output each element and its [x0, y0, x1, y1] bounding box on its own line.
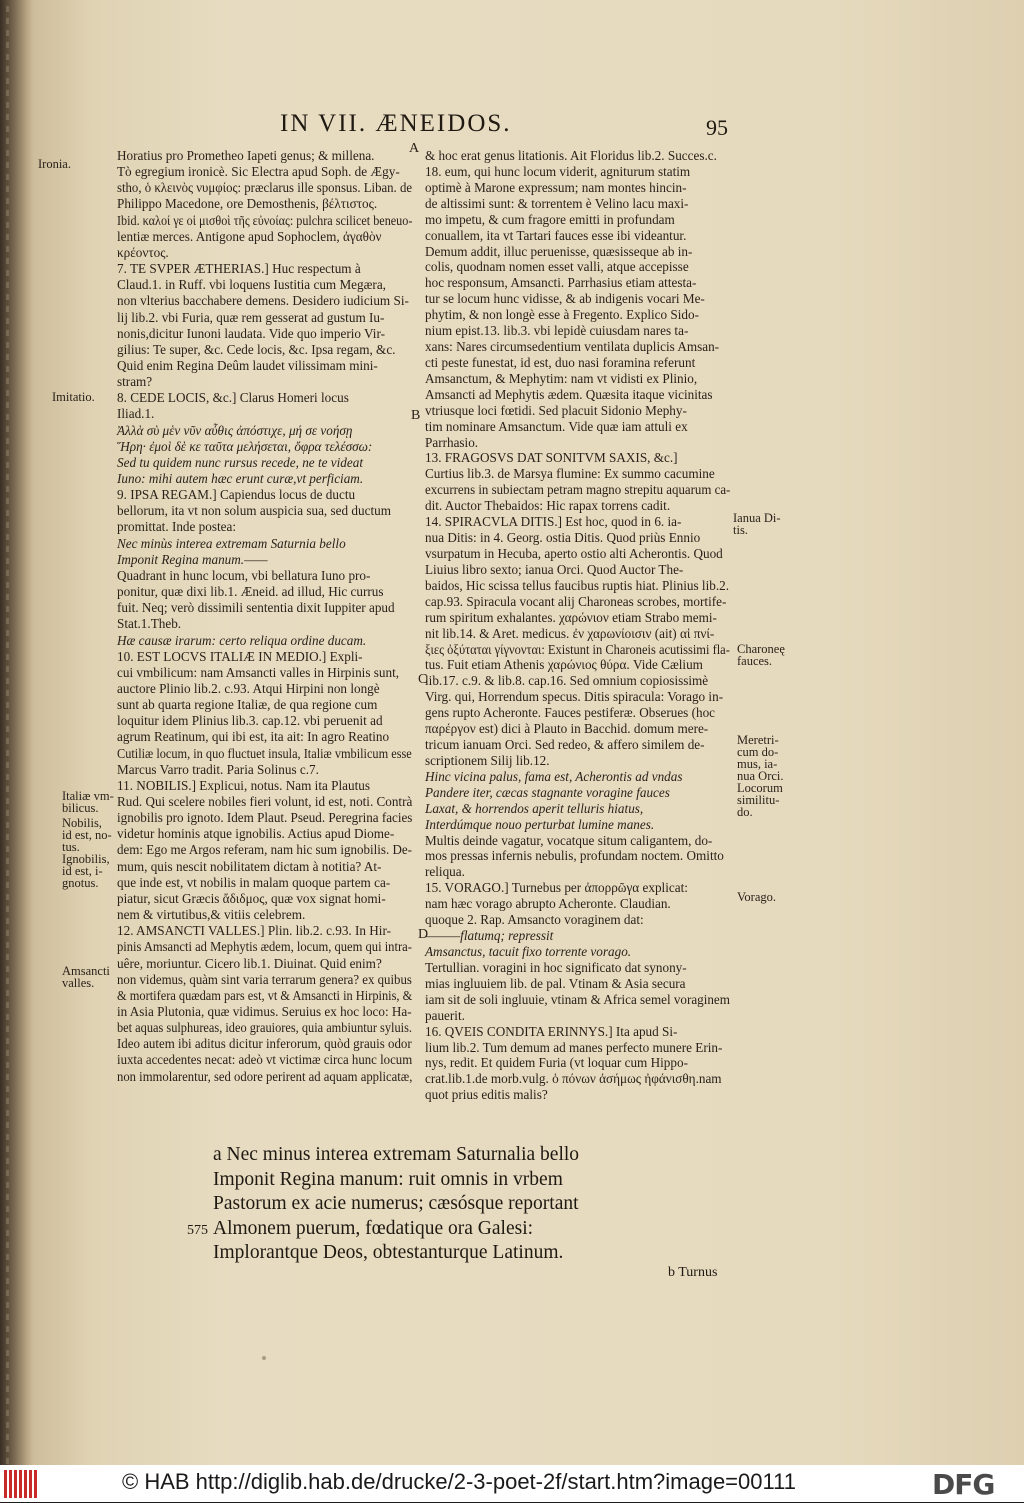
text-line: bellorum, ita vt non solum auspicia sua, sed ductum	[117, 503, 391, 519]
text-line: mos pressas infernis nebulis, profundam noctem. Omitto	[425, 848, 724, 864]
text-line: Hinc vicina palus, fama est, Acherontis ad vndas	[425, 768, 683, 784]
text-line: 15. VORAGO.] Turnebus per ἀπορρῶγα explicat:	[425, 880, 688, 896]
text-line: crat.lib.1.de morb.vulg. ὁ πόνων ἀσήμως ἠφάνισθη.nam	[425, 1071, 722, 1087]
text-line: dem: Ego me Argos referam, nam hic sum ignobilis. De-	[117, 842, 412, 858]
text-line: Stat.1.Theb.	[117, 616, 182, 632]
text-line: non immolarentur, sed odore perirent ad aquam applicatæ,	[117, 1068, 413, 1084]
footer-copyright-link[interactable]: © HAB http://diglib.hab.de/drucke/2-3-poet-2f/start.htm?image=00111	[122, 1469, 796, 1494]
text-line: Claud.1. in Ruff. vbi loquens Iustitia cum Megæra,	[117, 277, 386, 293]
text-line: Interdúmque nouo perturbat lumine manes.	[425, 816, 655, 832]
text-line: Imponit Regina manum.——	[117, 551, 268, 567]
text-line: tus. Fuit etiam Athenis χαρώνιος θύρα. Vide Cælium	[425, 657, 703, 673]
text-line: lib.17. c.9. & lib.8. cap.16. Sed omnium copiosissimè	[425, 673, 709, 689]
text-line: nium epist.13. lib.3. vbi lepidè cuiusdam nares ta-	[425, 323, 689, 339]
text-line: cui vmbilicum: nam Amsancti valles in Hirpinis sunt,	[117, 664, 400, 680]
text-line: videtur hominis atque ignobilis. Actius apud Diome-	[117, 826, 395, 842]
text-line: Demum addit, illuc peruenisse, quæsisseque ab in-	[425, 243, 693, 259]
text-line: ignobilis pro ignoto. Idem Plaut. Pseud. Peregrina facies	[117, 810, 413, 826]
text-line: κρέοντος.	[117, 244, 169, 260]
text-line: Virg. qui, Horrendum specus. Ditis spiracula: Vorago in-	[425, 689, 724, 705]
text-line: stho, ὁ κλεινὸς νυμφίος: præclarus ille sponsus. Liban. de	[117, 180, 413, 196]
text-line: quot prius editis malis?	[425, 1087, 548, 1103]
text-line: hoc responsum, Amsancti. Parrhasius etiam attesta-	[425, 275, 697, 291]
text-line: baidos, Hic scissa tellus faucibus ruptis hiat. Plinius lib.2.	[425, 577, 730, 593]
text-line: 8. CEDE LOCIS, &c.] Clarus Homeri locus	[117, 390, 349, 406]
text-line: παρέργον est) dici à Plauto in Bacchid. domum mere-	[425, 721, 709, 737]
text-line: conuallem, ita vt Tartari fauces esse ibi videantur.	[425, 227, 687, 243]
text-line: 12. AMSANCTI VALLES.] Plin. lib.2. c.93. In Hir-	[117, 923, 391, 939]
text-line: & hoc erat genus litationis. Ait Floridus lib.2. Succes.c.	[425, 148, 717, 163]
text-line: stram?	[117, 374, 153, 390]
text-line: pinis Amsancti ad Mephytis ædem, locum, quem qui intra-	[117, 939, 412, 955]
text-line: Cutiliæ locum, in quo fluctuet insula, Italiæ vmbilicum esse	[117, 745, 412, 761]
text-line: Ibid. καλοί γε οἱ μισθοὶ τῆς εὐνοίας: pulchra scilicet beneuo-	[117, 212, 413, 228]
text-line: Amsancti ad Mephytis ædem. Quæsita itaque vicinitas	[425, 386, 713, 402]
text-line: dit. Auctor Thebaidos: Hic rapax torrens cadit.	[425, 498, 671, 514]
text-line: Quadrant in hunc locum, vbi bellatura Iuno pro-	[117, 567, 371, 583]
text-line: 16. QVEIS CONDITA ERINNYS.] Ita apud Si-	[425, 1023, 678, 1039]
text-line: excurrens in subiectam petram magno strepitu aquarum ca-	[425, 482, 731, 498]
text-line: Horatius pro Prometheo Iapeti genus; & millena.	[117, 148, 375, 163]
margin-note-vorago: Vorago.	[737, 890, 777, 904]
text-line: ———flatumq; repressit	[425, 928, 554, 944]
text-line: Laxat, & horrendos aperit telluris hiatus,	[425, 800, 644, 816]
text-line: tur se locum hunc vidisse, & ab indigenis vocari Me-	[425, 291, 705, 307]
verse-line: Imponit Regina manum: ruit omnis in vrbem	[213, 1168, 563, 1190]
text-line: mum, quis nescit nobilitatem dictam à notitia? At-	[117, 858, 382, 874]
text-line: Amsanctus, tacuit fixo torrente vorago.	[425, 944, 632, 959]
text-line: nua Ditis: in 4. Georg. ostia Ditis. Quod priùs Ennio	[425, 530, 701, 546]
running-head: IN VII. ÆNEIDOS.	[280, 110, 512, 137]
text-line: 10. EST LOCVS ITALIÆ IN MEDIO.] Expli-	[117, 648, 363, 664]
text-line: scriptionem Silij lib.12.	[425, 752, 550, 768]
verse-line: Almonem puerum, fœdatique ora Galesi:	[213, 1217, 534, 1239]
text-line: tricum ianuam Orci. Sed redeo, & affero similem de-	[425, 737, 705, 753]
text-line: ξιες ὀξύταται γίγνονται: Existunt in Charoneis acutissimi fla-	[425, 641, 730, 657]
verse-line: a Nec minus interea extremam Saturnalia bello	[213, 1144, 580, 1165]
section-letter-a: A	[409, 141, 420, 156]
text-line: Pandere iter, cæcas stagnante voragine fauces	[425, 784, 670, 800]
text-line: Curtius lib.3. de Marsya flumine: Ex summo cacumine	[425, 466, 715, 482]
text-line: sunt ab quarta regione Italiæ, de qua regione cum	[117, 697, 378, 713]
text-line: mias ingluuiem lib. de pal. Vtinam & Asia secura	[425, 975, 686, 991]
margin-note-nobilis: Nobilis, id est, no- tus. Ignobilis, id est, i- gnotus.	[62, 816, 112, 890]
text-line: phytim, & non longè esse à Fregento. Explico Sido-	[425, 307, 699, 323]
text-line: Amsanctum, & Mephytim: nam vt vidisti ex Plinio,	[425, 370, 698, 386]
text-line: 9. IPSA REGAM.] Capiendus locus de ductu	[117, 487, 356, 503]
section-letter-c: C	[418, 672, 428, 687]
section-letter-d: D	[418, 927, 429, 942]
text-line: iam sit de soli ingluuie, vtinam & Africa semel voraginem	[425, 991, 730, 1007]
text-line: rum spiritum exhalantes. χαρώνιον etiam Strabo memi-	[425, 609, 717, 625]
text-line: auctore Plinio lib.2. c.93. Atqui Hirpini non longè	[117, 680, 380, 696]
text-line: xans: Nares circumsedentium ventilata duplicis Amsan-	[425, 339, 720, 355]
page-number: 95	[706, 115, 728, 140]
text-line: pauerit.	[425, 1007, 465, 1023]
text-line: vsurpatum in Hecuba, aperto ostio alti Acherontis. Quod	[425, 546, 723, 561]
dfg-logo: DFG	[932, 1468, 995, 1501]
verse-line: Pastorum ex acie numerus; cæsósque reportant	[213, 1193, 579, 1215]
text-line: de altissimi sunt: & torrentem è Velino lacu maxi-	[425, 195, 689, 211]
text-line: Parrhasio.	[425, 434, 479, 450]
book-binding	[0, 0, 36, 1465]
text-line: non videmus, quàm sint varia terrarum genera? ex quibus	[117, 971, 412, 987]
text-line: Philippo Macedone, ore Demosthenis, βέλτιστος.	[117, 196, 378, 212]
text-line: optimè à Marone expressum; nam montes hincin-	[425, 179, 687, 195]
text-line: lij lib.2. vbi Furia, quæ rem gesserat ad gustum Iu-	[117, 309, 385, 325]
hab-logo-icon	[4, 1470, 44, 1498]
text-line: colis, quodnam nomen esset valli, atque accepisse	[425, 259, 689, 275]
text-line: piatur, sicut Græcis ἄδιδμος, quæ vox signat homi-	[117, 890, 386, 906]
verse-block	[213, 1143, 579, 1266]
text-line: agrum Reatinum, qui ibi est, ita ait: In agro Reatino	[117, 729, 390, 745]
ink-smudge	[262, 1356, 266, 1360]
text-line: vtriusque loci fœtidi. Sed placuit Sidonio Mephy-	[425, 402, 687, 418]
section-letter-b: B	[411, 408, 421, 423]
text-line: Iliad.1.	[117, 406, 155, 422]
text-line: gilius: Te super, &c. Cede locis, &c. Ipsa regam, &c.	[117, 341, 396, 357]
text-line: Rud. Qui scelere nobiles fieri volunt, id est, noti. Contrà	[117, 794, 413, 809]
text-line: gens rupto Acheronte. Fauces pestiferæ. Obserues (hoc	[425, 705, 716, 721]
text-line: uêre, moriuntur. Cicero lib.1. Diuinat. Quid enim?	[117, 955, 382, 971]
footer-bar	[0, 1465, 1024, 1502]
text-line: Liuius libro sexto; ianua Orci. Quod Auctor The-	[425, 561, 684, 577]
verse-number: 575	[187, 1223, 208, 1238]
text-line: nam hæc vorago abrupto Acheronte. Claudian.	[425, 896, 671, 912]
catchword: b Turnus	[668, 1265, 718, 1280]
text-line: 7. TE SVPER ÆTHERIAS.] Huc respectum à	[117, 261, 361, 277]
text-line: & mortifera quædam pars est, vt & Amsancti in Hirpinis, &	[117, 987, 413, 1003]
text-line: Ἀλλὰ σὺ μὲν νῦν αὖθις ἀπόστιχε, μή σε νοήσῃ	[117, 422, 353, 438]
text-line: in Asia Plutonia, quæ vidimus. Seruius ex hoc loco: Ha-	[117, 1003, 412, 1019]
text-line: 18. eum, qui hunc locum viderit, agniturum statim	[425, 163, 691, 179]
text-line: que inde est, vt nobilis in malam quoque partem ca-	[117, 874, 391, 890]
text-line: Marcus Varro tradit. Paria Solinus c.7.	[117, 761, 319, 777]
text-line: Ideo autem ibi aditus dicitur inferorum, quòd grauis odor	[117, 1036, 412, 1052]
verse-line: Implorantque Deos, obtestanturque Latinum.	[213, 1242, 564, 1264]
text-line: Quid enim Regina Deûm laudet vilissimam mini-	[117, 357, 378, 373]
text-line: lium lib.2. Tum demum ad manes perfecto munere Erin-	[425, 1039, 723, 1055]
text-line: nit lib.14. & Aret. medicus. ἐν χαρωνίοισιν (ait) αἱ πνί-	[425, 625, 715, 641]
text-line: bet aquas sulphureas, ideo grauiores, quia ambiuntur syluis.	[117, 1020, 412, 1036]
text-line: Tò egregium ironicè. Sic Electra apud Soph. de Ægy-	[117, 164, 400, 180]
text-line: lentiæ merces. Antigone apud Sophoclem, ἀγαθὸν	[117, 228, 382, 244]
text-line: quoque 2. Rap. Amsancto voraginem dat:	[425, 912, 644, 928]
text-line: cap.93. Spiracula vocant alij Charoneas scrobes, mortife-	[425, 593, 727, 609]
text-line: Sed tu quidem nunc rursus recede, ne te videat	[117, 454, 363, 470]
text-line: reliqua.	[425, 864, 465, 880]
text-line: Nec minùs interea extremam Saturnia bello	[117, 535, 346, 551]
margin-note-ironia: Ironia.	[38, 157, 71, 171]
text-line: loquitur idem Plinius lib.3. cap.12. vbi peruenit ad	[117, 713, 383, 729]
text-line: nonis,dicitur Iunoni laudata. Vide quo imperio Vir-	[117, 325, 385, 341]
text-line: non vlterius bacchabere demens. Desidero iudicium Si-	[117, 293, 409, 309]
margin-note-italiae: Italiæ vm- bilicus.	[62, 789, 114, 815]
text-line: 13. FRAGOSVS DAT SONITVM SAXIS, &c.]	[425, 450, 678, 466]
text-line: Ἥρη· ἐμοὶ δὲ κε ταῦτα μελήσεται, ὄφρα τελέσσω:	[117, 438, 373, 454]
text-line: Tertullian. voragini in hoc significato dat synony-	[425, 959, 687, 975]
text-line: fuit. Neq; verò dissimili sententia dixit Iuppiter apud	[117, 600, 395, 616]
text-line: cti peste funestat, id est, duo nasi foramina referunt	[425, 354, 696, 370]
text-line: promittat. Inde postea:	[117, 519, 237, 535]
text-line: Hæ causæ irarum: certo reliqua ordine ducam.	[117, 632, 367, 648]
text-line: nem & virtutibus,& vitiis celebrem.	[117, 907, 306, 923]
text-line: 11. NOBILIS.] Explicui, notus. Nam ita Plautus	[117, 777, 370, 793]
text-line: 14. SPIRACVLA DITIS.] Est hoc, quod in 6. ia-	[425, 514, 682, 530]
text-line: ponitur, quæ dixi lib.1. Æneid. ad illud, Hic currus	[117, 584, 384, 600]
text-line: iuxta accedentes necat: adeò vt victimæ circa hunc locum	[117, 1052, 413, 1068]
text-line: Iuno: mihi autem hæc erunt curæ,vt perficiam.	[117, 471, 364, 486]
margin-note-charoneae: Charoneę fauces.	[737, 642, 785, 668]
text-line: nys, redit. Et quidem Furia (vt loquar cum Hippo-	[425, 1055, 688, 1071]
text-line: Multis deinde vagatur, vocatque situm caligantem, do-	[425, 832, 713, 848]
margin-note-amsancti: Amsancti valles.	[62, 964, 110, 990]
margin-note-meretricum: Meretri- cum do- mus, ia- nua Orci. Locorum similitu- do.	[737, 733, 784, 819]
margin-note-ianua: Ianua Di- tis.	[733, 511, 781, 537]
text-line: mo impetu, & cum fragore emitti in profundam	[425, 211, 675, 227]
margin-note-imitatio: Imitatio.	[52, 390, 95, 404]
text-line: tim nominare Amsanctum. Vide quæ iam attuli ex	[425, 418, 688, 434]
